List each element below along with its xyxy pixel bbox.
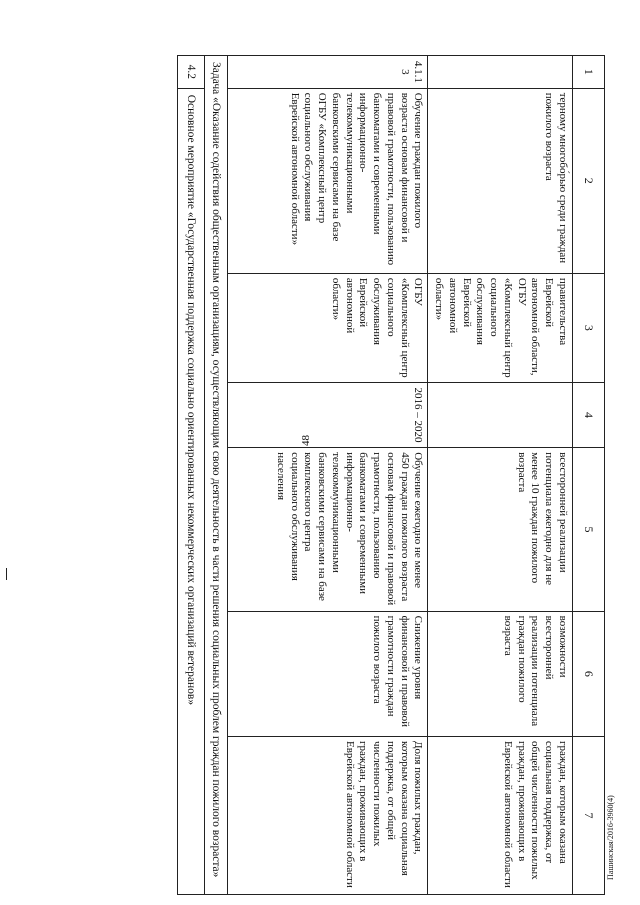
col-header-6: 6 [573, 611, 605, 736]
cell-consequences: возможности всесторонней реализации потенциала граждан пожилого возраста [428, 611, 573, 736]
col-header-4: 4 [573, 382, 605, 447]
cell-measure: терному многобо́рью среди граждан пожилого возраста [428, 88, 573, 273]
cell-period: 2016 – 2020 [228, 382, 428, 447]
cell-number [428, 56, 573, 89]
table-row-4-2 [177, 56, 204, 895]
col-header-2: 2 [573, 88, 605, 273]
col-header-5: 5 [573, 448, 605, 611]
document-code: Пашинская/2016-3960(4) [606, 795, 615, 880]
col-header-1: 1 [573, 56, 605, 89]
cell-indicator: Доля пожилых граждан, которым оказана социальная поддержка, от общей численности пожилых граждан, проживающих в Еврейской автономной области [228, 736, 428, 894]
cell-expected-result: Обучение ежегодно не менее 450 граждан пожилого возраста основам финансовой и правовой грамотности, пользованию банкоматами и современными информационно-телекоммуникационными банковскими сервисами на базе комплексного центра социального обслуживания населения [228, 448, 428, 611]
cell-period [428, 382, 573, 447]
cell-number: 4.2 [177, 56, 204, 89]
table-row-continued [428, 56, 573, 895]
cell-measure: Обучение граждан пожилого возраста основам финансовой и правовой грамотности, пользованию банкоматами и современными информационно-телекоммуникационными банковскими сервисами на базе ОГБУ «Комплексный центр социального обслуживания Еврейской автономной области» [228, 88, 428, 273]
column-number-row [573, 56, 605, 895]
rotated-table-sheet [45, 55, 605, 895]
task-text: Задача «Оказание содействия общественным организациям, осуществляющим свою деятельность в части решения социальных проблем граждан пожилого возраста» [205, 56, 228, 895]
col-header-7: 7 [573, 736, 605, 894]
margin-mark [6, 568, 7, 580]
main-measure-text: Основное мероприятие «Государственная поддержка социально ориентированных некоммерческих организаций ветеранов» [177, 88, 204, 894]
table-row-4-1-13 [228, 56, 428, 895]
cell-executor: правительства Еврейской автономной области, ОГБУ «Комплексный центр социального обслуживания Еврейской автономной области» [428, 273, 573, 382]
col-header-3: 3 [573, 273, 605, 382]
cell-indicator: граждан, которым оказана социальная поддержка, от общей численности пожилых граждан, проживающих в Еврейской автономной области [428, 736, 573, 894]
cell-expected-result: всесторонней реализации потенциала ежегодно для не менее 10 граждан пожилого возраста [428, 448, 573, 611]
measures-table [177, 55, 605, 895]
cell-executor: ОГБУ «Комплексный центр социального обслуживания Еврейской автономной области» [228, 273, 428, 382]
task-row [205, 56, 228, 895]
page-number: 48 [300, 435, 312, 446]
cell-number: 4.1.13 [228, 56, 428, 89]
cell-consequences: Снижение уровня финансовой и правовой грамотности граждан пожилого возраста [228, 611, 428, 736]
